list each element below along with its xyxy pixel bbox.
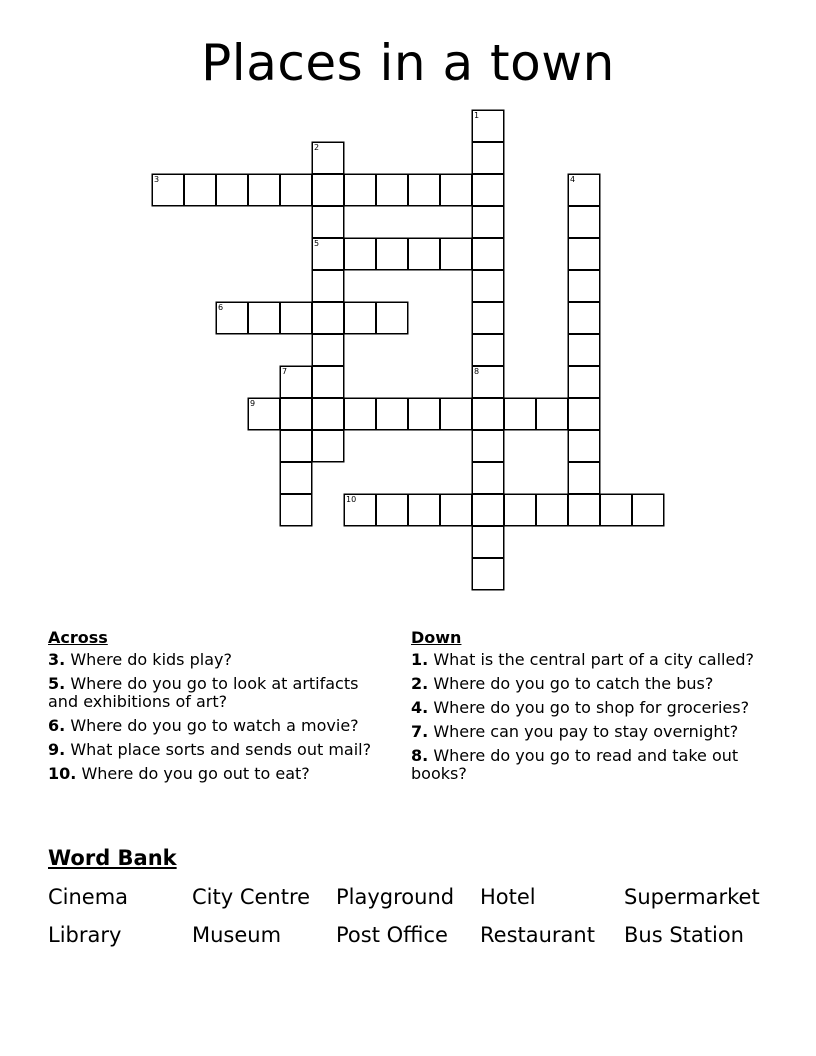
clue-number-label: 10: [346, 495, 357, 504]
down-clue: [411, 723, 756, 741]
word-bank-item: City Centre: [192, 885, 311, 909]
crossword-cell[interactable]: [632, 494, 664, 526]
crossword-cell[interactable]: [312, 238, 344, 270]
clue-text: Where do you go to watch a movie?: [70, 716, 359, 735]
across-clue: [48, 717, 388, 735]
clue-number-label: 1: [474, 111, 480, 120]
crossword-cell[interactable]: [472, 270, 504, 302]
crossword-cell[interactable]: [376, 238, 408, 270]
word-bank-item: Hotel: [480, 885, 536, 909]
crossword-cell[interactable]: [248, 398, 280, 430]
clue-number-label: 9: [250, 399, 256, 408]
crossword-cell[interactable]: [440, 174, 472, 206]
crossword-cell[interactable]: [280, 430, 312, 462]
across-clue: [48, 765, 388, 783]
crossword-cell[interactable]: [472, 558, 504, 590]
crossword-cell[interactable]: [312, 398, 344, 430]
crossword-cell[interactable]: [312, 366, 344, 398]
crossword-cell[interactable]: [376, 494, 408, 526]
clue-number-label: 8: [474, 367, 480, 376]
crossword-cell[interactable]: [312, 270, 344, 302]
crossword-cell[interactable]: [472, 206, 504, 238]
clue-text: Where do you go to catch the bus?: [433, 674, 714, 693]
clue-number: 6.: [48, 716, 66, 735]
word-bank-item: Cinema: [48, 885, 129, 909]
clue-text: What place sorts and sends out mail?: [70, 740, 372, 759]
clue-text: Where do kids play?: [70, 650, 232, 669]
clue-text: What is the central part of a city called?: [433, 650, 754, 669]
clue-number-label: 6: [218, 303, 224, 312]
down-heading: Down: [411, 628, 462, 647]
word-bank-item: Restaurant: [480, 923, 595, 947]
crossword-cell[interactable]: [344, 302, 376, 334]
crossword-cell[interactable]: [312, 334, 344, 366]
crossword-cell[interactable]: [216, 174, 248, 206]
crossword-cell[interactable]: [344, 238, 376, 270]
word-bank-item: Bus Station: [624, 923, 744, 947]
crossword-cell[interactable]: [408, 174, 440, 206]
clue-number-label: 3: [154, 175, 160, 184]
clue-number: 5.: [48, 674, 66, 693]
crossword-cell[interactable]: [536, 494, 568, 526]
across-clues: [48, 629, 388, 789]
clue-text: Where do you go to read and take out books?: [411, 746, 739, 783]
down-clue: [411, 651, 756, 669]
crossword-cell[interactable]: [344, 398, 376, 430]
crossword-cell[interactable]: [344, 174, 376, 206]
crossword-cell[interactable]: [504, 494, 536, 526]
crossword-cell[interactable]: [568, 494, 600, 526]
word-bank-heading: Word Bank: [48, 846, 177, 870]
crossword-cell[interactable]: [568, 206, 600, 238]
crossword-cell[interactable]: [408, 398, 440, 430]
across-clue: [48, 651, 388, 669]
clue-text: Where can you pay to stay overnight?: [433, 722, 739, 741]
crossword-cell[interactable]: [280, 366, 312, 398]
clue-number: 2.: [411, 674, 429, 693]
crossword-cell[interactable]: [472, 334, 504, 366]
crossword-cell[interactable]: [408, 238, 440, 270]
crossword-cell[interactable]: [536, 398, 568, 430]
clue-text: Where do you go to shop for groceries?: [433, 698, 750, 717]
crossword-cell[interactable]: [280, 398, 312, 430]
clue-number: 7.: [411, 722, 429, 741]
crossword-cell[interactable]: [504, 398, 536, 430]
crossword-cell[interactable]: [312, 206, 344, 238]
crossword-cell[interactable]: [216, 302, 248, 334]
across-clue: [48, 675, 388, 711]
crossword-cell[interactable]: [568, 366, 600, 398]
crossword-cell[interactable]: [280, 462, 312, 494]
crossword-cell[interactable]: [472, 110, 504, 142]
crossword-cell[interactable]: [472, 494, 504, 526]
crossword-cell[interactable]: [312, 430, 344, 462]
word-bank-item: Library: [48, 923, 122, 947]
clue-number-label: 7: [282, 367, 288, 376]
crossword-cell[interactable]: [376, 302, 408, 334]
page-title: Places in a town: [201, 34, 615, 92]
across-clue: [48, 741, 388, 759]
crossword-cell[interactable]: [472, 430, 504, 462]
clue-number: 9.: [48, 740, 66, 759]
crossword-cell[interactable]: [568, 334, 600, 366]
crossword-cell[interactable]: [568, 238, 600, 270]
crossword-cell[interactable]: [248, 174, 280, 206]
crossword-cell[interactable]: [312, 302, 344, 334]
crossword-cell[interactable]: [440, 238, 472, 270]
crossword-cell[interactable]: [440, 398, 472, 430]
crossword-cell[interactable]: [408, 494, 440, 526]
crossword-cell[interactable]: [152, 174, 184, 206]
crossword-cell[interactable]: [472, 526, 504, 558]
crossword-cell[interactable]: [472, 174, 504, 206]
crossword-cell[interactable]: [568, 398, 600, 430]
crossword-cell[interactable]: [376, 174, 408, 206]
word-bank-item: Post Office: [336, 923, 448, 947]
down-clues: [411, 629, 756, 789]
crossword-cell[interactable]: [568, 270, 600, 302]
crossword-cell[interactable]: [280, 302, 312, 334]
crossword-cell[interactable]: [312, 142, 344, 174]
across-heading: Across: [48, 628, 108, 647]
clue-number: 4.: [411, 698, 429, 717]
word-bank-item: Museum: [192, 923, 282, 947]
crossword-cell[interactable]: [568, 302, 600, 334]
crossword-cell[interactable]: [600, 494, 632, 526]
crossword-cell[interactable]: [472, 302, 504, 334]
crossword-cell[interactable]: [472, 238, 504, 270]
word-bank-item: Playground: [336, 885, 455, 909]
crossword-cell[interactable]: [568, 174, 600, 206]
crossword-cell[interactable]: [568, 430, 600, 462]
crossword-cell[interactable]: [440, 494, 472, 526]
clue-number: 3.: [48, 650, 66, 669]
clue-number: 8.: [411, 746, 429, 765]
crossword-cell[interactable]: [312, 174, 344, 206]
clue-number: 1.: [411, 650, 429, 669]
crossword-cell[interactable]: [344, 494, 376, 526]
down-clue: [411, 699, 756, 717]
crossword-cell[interactable]: [472, 142, 504, 174]
crossword-cell[interactable]: [472, 398, 504, 430]
crossword-cell[interactable]: [184, 174, 216, 206]
clue-number-label: 5: [314, 239, 320, 248]
crossword-cell[interactable]: [248, 302, 280, 334]
crossword-cell[interactable]: [472, 366, 504, 398]
clue-number-label: 4: [570, 175, 576, 184]
clue-number: 10.: [48, 764, 77, 783]
crossword-cell[interactable]: [280, 174, 312, 206]
clue-text: Where do you go to look at artifacts and exhibitions of art?: [48, 674, 359, 711]
crossword-cell[interactable]: [280, 494, 312, 526]
crossword-cell[interactable]: [568, 462, 600, 494]
down-clue: [411, 675, 756, 693]
clue-number-label: 2: [314, 143, 320, 152]
down-clue: [411, 747, 756, 783]
crossword-cell[interactable]: [472, 462, 504, 494]
crossword-cell[interactable]: [376, 398, 408, 430]
clue-text: Where do you go out to eat?: [81, 764, 310, 783]
word-bank-item: Supermarket: [624, 885, 760, 909]
